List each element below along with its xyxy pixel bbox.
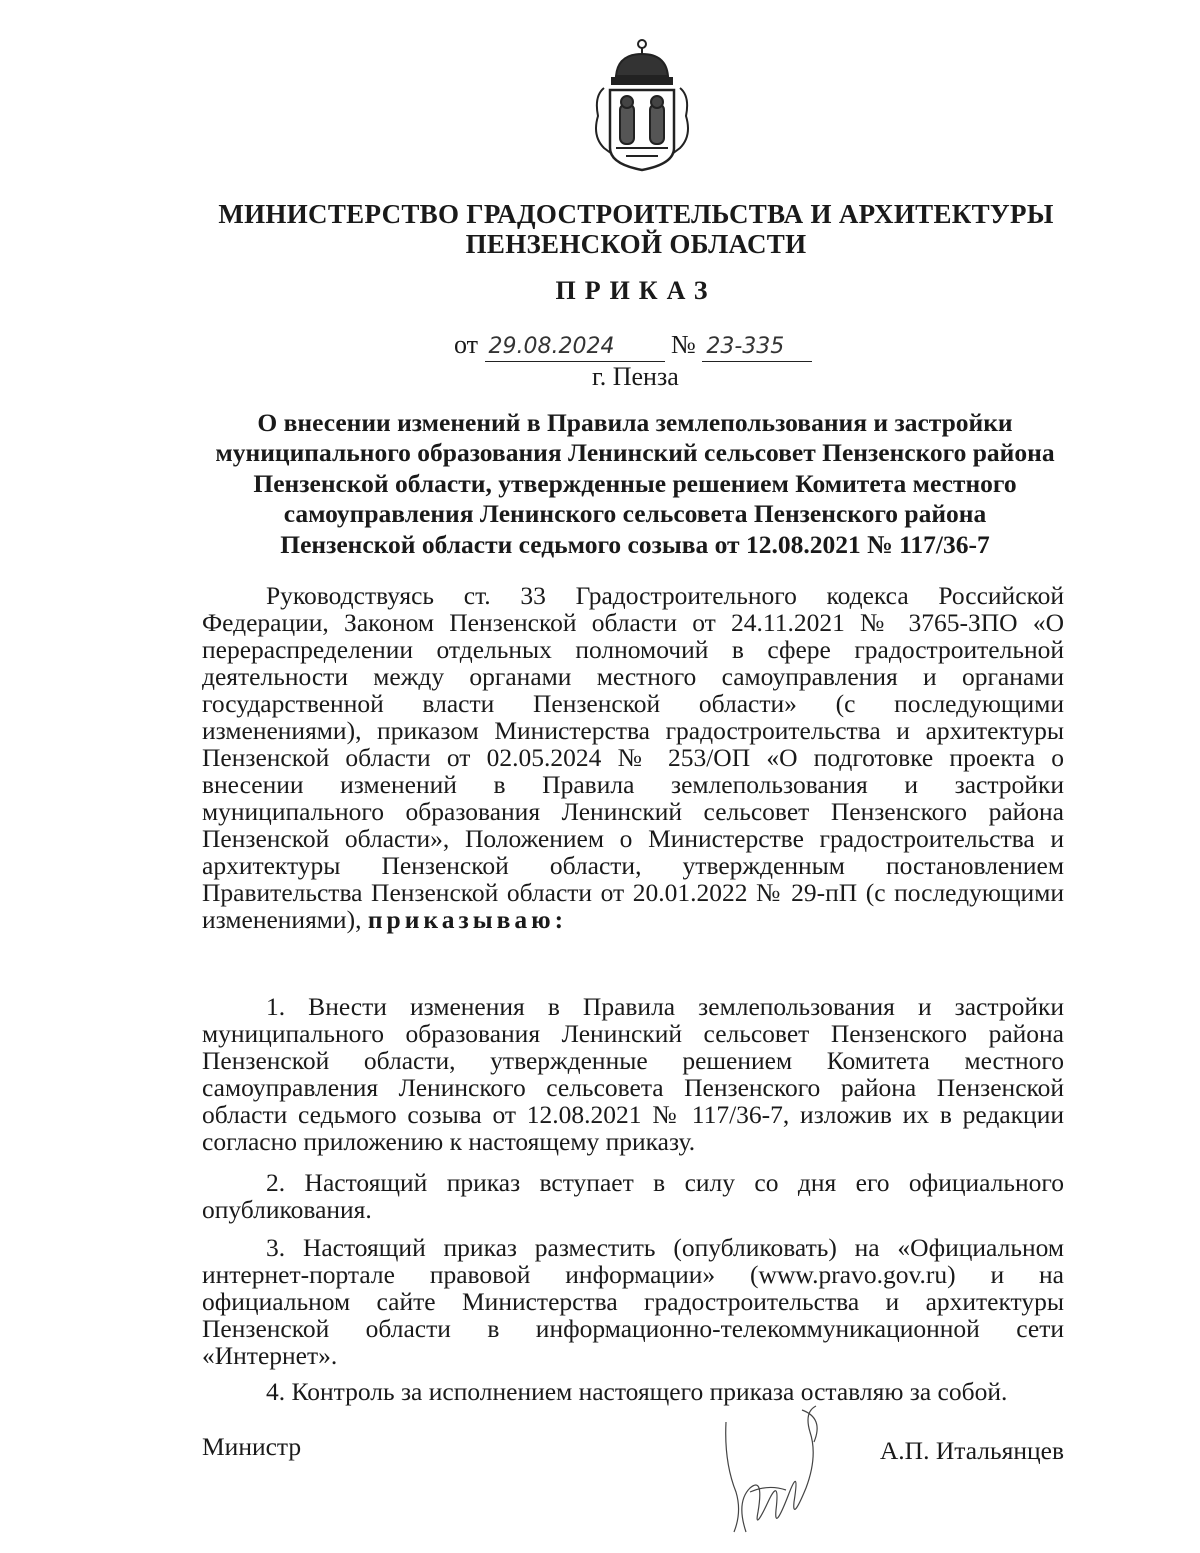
handwritten-number: 23-335 [702, 333, 812, 362]
order-item-2: 2. Настоящий приказ вступает в силу со дня его официального опубликования. [202, 1168, 1064, 1224]
order-word: приказываю: [367, 905, 568, 934]
order-item-3: 3. Настоящий приказ разместить (опубликовать) на «Официальном интернет-портале правовой информации» (www.pravo.gov.ru) и на официальном сайте Министерства градостроительства и архитектуры Пензенской области в информационно-телекоммуникационной сети «Интернет». [202, 1233, 1064, 1370]
subject-line: муниципального образования Ленинский сельсовет Пензенского района [215, 438, 1055, 468]
handwritten-signature [706, 1392, 834, 1540]
city: г. Пенза [592, 362, 679, 391]
ministry-name-line2: ПЕНЗЕНСКОЙ ОБЛАСТИ [465, 229, 807, 259]
order-item-4: 4. Контроль за исполнением настоящего приказа оставляю за собой. [266, 1377, 1008, 1406]
subject-line: О внесении изменений в Правила землепользования и застройки [257, 408, 1013, 437]
item-1-block [202, 993, 1064, 1155]
signatory-title: Министр [202, 1432, 302, 1461]
preamble-block [202, 582, 1064, 933]
ministry-name-line1: МИНИСТЕРСТВО ГРАДОСТРОИТЕЛЬСТВА И АРХИТЕКТУРЫ [218, 199, 1054, 229]
preamble-paragraph [202, 582, 1064, 933]
subject-line: Пензенской области, утвержденные решением Комитета местного [253, 468, 1017, 498]
subject-line: Пензенской области седьмого созыва от 12.08.2021 № 117/36-7 [280, 529, 990, 559]
subject-line: самоуправления Ленинского сельсовета Пензенского района [283, 499, 987, 529]
order-item-1: 1. Внести изменения в Правила землепользования и застройки муниципального образования Ленинский сельсовет Пензенского района Пензенской области, утвержденные решением Комитета местного самоуправления Ленинского сельсовета Пензенского района Пензенской области седьмого созыва от 12.08.2021 № 117/36-7, изложив их в редакции согласно приложению к настоящему приказу. [202, 992, 1064, 1156]
coat-of-arms-emblem [586, 36, 698, 176]
preamble-text: Руководствуясь ст. 33 Градостроительного кодекса Российской Федерации, Законом Пензенской области от 24.11.2021 № 3765-ЗПО «О перераспределении отдельных полномочий в сфере градостроительной деятельности между органами местного самоуправления и органами государственной власти Пензенской области» (с последующими изменениями), приказом Министерства градостроительства и архитектуры Пензенской области от 02.05.2024 № 253/ОП «О подготовке проекта о внесении изменений в Правила землепользования и застройки муниципального образования Ленинский сельсовет Пензенского района Пензенской области», Положением о Министерстве градостроительства и архитектуры Пензенской области, утвержденным постановлением Правительства Пензенской области от 20.01.2022 № 29-пП (с последующими изменениями), [202, 581, 1064, 934]
handwritten-date: 29.08.2024 [485, 333, 665, 362]
item-4-block [202, 1378, 1064, 1405]
order-subject [190, 408, 1080, 560]
number-prefix: № [671, 330, 696, 359]
item-2-block [202, 1169, 1064, 1223]
order-title: ПРИКАЗ [555, 276, 717, 305]
date-number-line [454, 330, 812, 362]
item-3-block [202, 1234, 1064, 1369]
date-prefix: от [454, 330, 479, 359]
signatory-name: А.П. Итальянцев [879, 1436, 1064, 1465]
